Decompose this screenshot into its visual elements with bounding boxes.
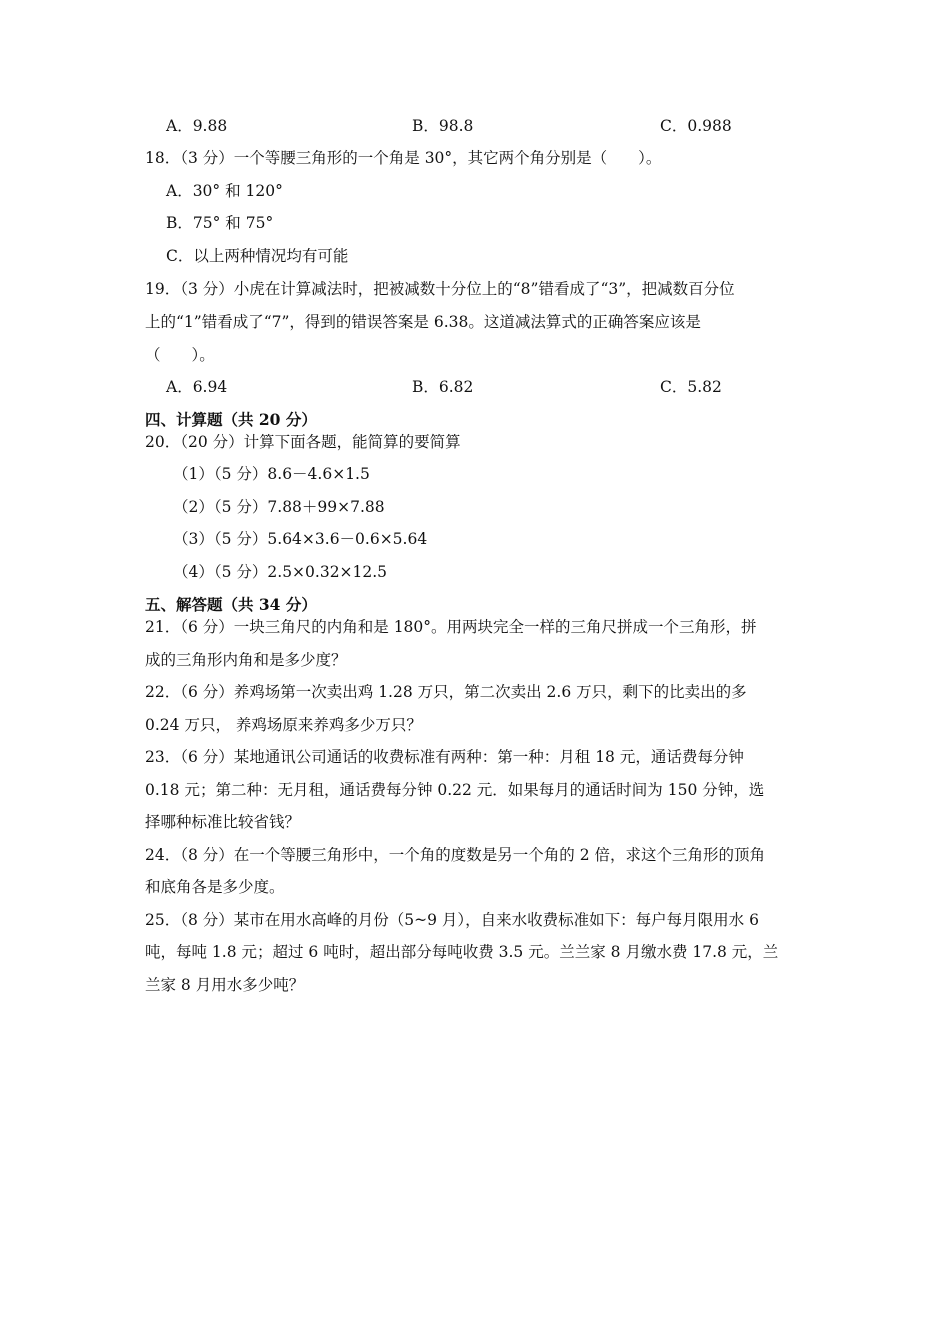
q18-option-a: A．30° 和 120° (166, 182, 283, 200)
q17-option-a: A．9.88 (166, 117, 228, 135)
q23-line-2: 0.18 元；第二种：无月租，通话费每分钟 0.22 元．如果每月的通话时间为 150 分钟，选 (145, 781, 765, 799)
q18-stem: 18．（3 分）一个等腰三角形的一个角是 30°，其它两个角分别是（ ）。 (145, 149, 662, 167)
q19-option-b: B．6.82 (412, 378, 474, 396)
q19-stem-line-2: 上的“1”错看成了“7”，得到的错误答案是 6.38。这道减法算式的正确答案应该是 (145, 313, 701, 331)
q20-item-1: （1）（5 分）8.6－4.6×1.5 (173, 465, 370, 483)
q21-line-2: 成的三角形内角和是多少度？ (145, 651, 347, 669)
q22-line-2: 0.24 万只， 养鸡场原来养鸡多少万只？ (145, 716, 422, 734)
q18-option-c: C．以上两种情况均有可能 (166, 247, 349, 265)
q25-line-2: 吨，每吨 1.8 元；超过 6 吨时，超出部分每吨收费 3.5 元。兰兰家 8 月缴水费 17.8 元，兰 (145, 943, 779, 961)
q25-line-1: 25．（8 分）某市在用水高峰的月份（5~9 月），自来水收费标准如下：每户每月限用水 6 (145, 911, 759, 929)
q22-line-1: 22．（6 分）养鸡场第一次卖出鸡 1.28 万只，第二次卖出 2.6 万只，剩下的比卖出的多 (145, 683, 747, 701)
section-4-heading: 四、计算题（共 20 分） (145, 410, 317, 429)
q24-line-1: 24．（8 分）在一个等腰三角形中，一个角的度数是另一个角的 2 倍，求这个三角形的顶角 (145, 846, 765, 864)
q18-option-b: B．75° 和 75° (166, 214, 274, 232)
q20-stem: 20．（20 分）计算下面各题，能简算的要简算 (145, 433, 461, 451)
q25-line-3: 兰家 8 月用水多少吨？ (145, 976, 305, 994)
q21-line-1: 21．（6 分）一块三角尺的内角和是 180°。用两块完全一样的三角尺拼成一个三角形，拼 (145, 618, 757, 636)
q23-line-1: 23．（6 分）某地通讯公司通话的收费标准有两种：第一种：月租 18 元，通话费每分钟 (145, 748, 744, 766)
q17-option-c: C．0.988 (660, 117, 732, 135)
q19-option-c: C．5.82 (660, 378, 722, 396)
q20-item-3: （3）（5 分）5.64×3.6－0.6×5.64 (173, 530, 428, 548)
q17-option-b: B．98.8 (412, 117, 474, 135)
q20-item-2: （2）（5 分）7.88＋99×7.88 (173, 498, 385, 516)
q23-line-3: 择哪种标准比较省钱？ (145, 813, 301, 831)
q24-line-2: 和底角各是多少度。 (145, 878, 285, 896)
q19-option-a: A．6.94 (166, 378, 228, 396)
q19-stem-line-1: 19．（3 分）小虎在计算减法时，把被减数十分位上的“8”错看成了“3”，把减数百分位 (145, 280, 735, 298)
q20-item-4: （4）（5 分）2.5×0.32×12.5 (173, 563, 388, 581)
section-5-heading: 五、解答题（共 34 分） (145, 595, 317, 614)
q19-stem-line-3: （ ）。 (145, 346, 215, 364)
